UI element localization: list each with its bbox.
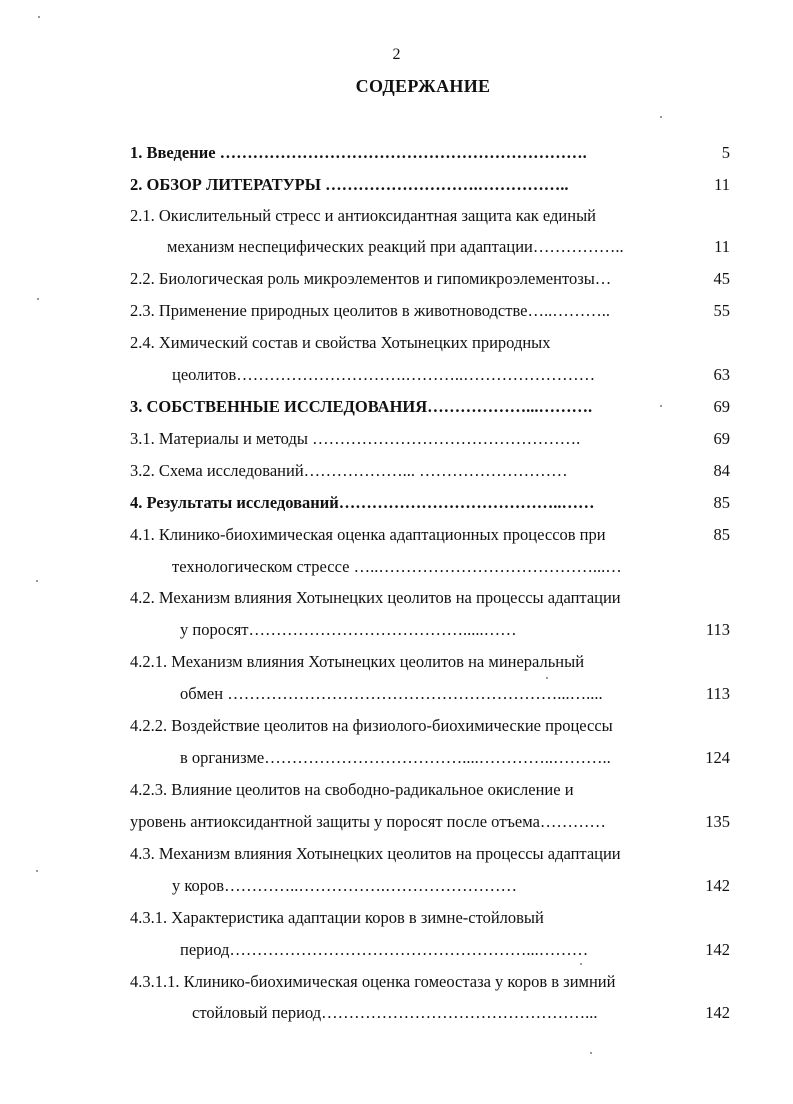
scan-speck (36, 870, 38, 872)
toc-entry-text: технологическом стрессе …..…………………………………...… (172, 557, 622, 576)
toc-entry-page: 85 (713, 493, 730, 512)
toc-entry-text: 2.4. Химический состав и свойства Хотынецких природных (130, 333, 551, 352)
toc-entry-page: 135 (705, 812, 730, 831)
toc-entry-page: 113 (705, 620, 730, 639)
scan-speck (38, 16, 40, 18)
toc-entry-text: стойловый период…………………………………………... (192, 1003, 598, 1022)
toc-entry-page: 69 (713, 429, 730, 448)
toc-entry-text: 2.2. Биологическая роль микроэлементов и гипомикроэлементозы… (130, 269, 612, 288)
toc-entry-text: 4.2. Механизм влияния Хотынецких цеолитов на процессы адаптации (130, 588, 621, 607)
toc-entry-page: 63 (713, 365, 730, 384)
toc-entry-text: период………………………………………………...……… (180, 940, 589, 959)
toc-entry-text: 1. Введение …………………………………………………………. (130, 143, 587, 162)
toc-entry-text: 4.2.2. Воздействие цеолитов на физиолого-биохимические процессы (130, 716, 613, 735)
toc-entry-text: 3.1. Материалы и методы …………………………………………. (130, 429, 581, 448)
toc-entry-page: 142 (705, 1003, 730, 1022)
toc-entry-text: 3. СОБСТВЕННЫЕ ИССЛЕДОВАНИЯ………………...………. (130, 397, 593, 416)
scan-speck (580, 963, 582, 965)
toc-entry-text: 4.3.1.1. Клинико-биохимическая оценка гомеостаза у коров в зимний (130, 972, 616, 991)
toc-entry-page: 85 (713, 525, 730, 544)
page-number: 2 (392, 46, 401, 63)
scan-speck (37, 298, 39, 300)
scan-speck (546, 677, 548, 679)
toc-entry-text: у поросят………………………………….....…… (180, 620, 517, 639)
toc-entry-text: в организме………………………………....…………..……….. (180, 748, 611, 767)
page-title: СОДЕРЖАНИЕ (355, 76, 491, 96)
toc-entry-text: у коров…………..…………….…………………… (172, 876, 517, 895)
toc-entry-page: 69 (713, 397, 730, 416)
toc-entry-page: 55 (713, 301, 730, 320)
toc-entry-page: 84 (713, 461, 730, 480)
toc-entry-page: 142 (705, 876, 730, 895)
toc-entry-text: 2.1. Окислительный стресс и антиоксидантная защита как единый (130, 206, 597, 225)
scan-speck (660, 405, 662, 407)
toc-entry-text: механизм неспецифических реакций при адаптации…………….. (167, 237, 624, 256)
toc-entry-text: 4.2.3. Влияние цеолитов на свободно-радикальное окисление и (130, 780, 574, 799)
toc-entry-text: 4. Результаты исследований…………………………………..…… (130, 493, 595, 512)
toc-entry-page: 124 (705, 748, 730, 767)
toc-entry-text: цеолитов………………………….………..…………………… (172, 365, 596, 384)
toc-entry-page: 5 (721, 143, 730, 162)
toc-entry-page: 45 (713, 269, 730, 288)
toc-entry-text: 4.1. Клинико-биохимическая оценка адаптационных процессов при (130, 525, 606, 544)
toc-entry-text: 2. ОБЗОР ЛИТЕРАТУРЫ ……………………….…………….. (130, 175, 569, 194)
toc-entry-text: 3.2. Схема исследований………………... ……………………… (130, 461, 568, 480)
toc-entry-text: уровень антиоксидантной защиты у поросят после отъема………… (130, 812, 606, 831)
toc-entry-page: 11 (714, 237, 730, 256)
scan-speck (660, 116, 662, 118)
toc-entry-text: 4.2.1. Механизм влияния Хотынецких цеолитов на минеральный (130, 652, 585, 671)
toc-entry-text: 2.3. Применение природных цеолитов в животноводстве…..……….. (130, 301, 610, 320)
toc-entry-page: 142 (705, 940, 730, 959)
toc-entry-page: 11 (714, 175, 730, 194)
toc-entry-text: 4.3. Механизм влияния Хотынецких цеолитов на процессы адаптации (130, 844, 621, 863)
toc-entry-page: 113 (705, 684, 730, 703)
scan-speck (590, 1052, 592, 1054)
toc-entry-text: 4.3.1. Характеристика адаптации коров в зимне-стойловый (130, 908, 544, 927)
toc-entry-text: обмен ……………………………………………………...….... (180, 684, 603, 703)
scan-speck (36, 580, 38, 582)
